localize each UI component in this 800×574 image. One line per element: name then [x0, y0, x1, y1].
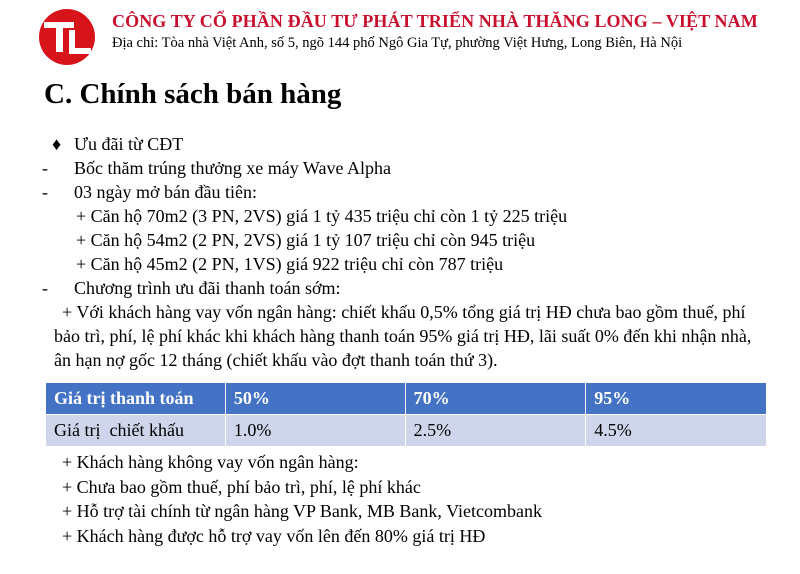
loan-paragraph: + Với khách hàng vay vốn ngân hàng: chiết khấu 0,5% tổng giá trị HĐ chưa bao gồm thuế, phí bảo trì, phí, lệ phí khác khi khách hàng thanh toán 95% giá trị HĐ, lãi suất 0% đến khi nhận nhà, ân hạn nợ gốc 12 tháng (chiết khấu vào đợt thanh toán thứ 3).: [54, 302, 752, 370]
no-loan-item: + Khách hàng không vay vốn ngân hàng:: [62, 452, 359, 472]
policy-item-early-payment: [40, 276, 770, 300]
no-loan-item: + Khách hàng được hỗ trợ vay vốn lên đến 80% giá trị HĐ: [62, 525, 486, 546]
policy-item-opening-days: [40, 180, 770, 204]
table-row: [46, 415, 767, 447]
section-title: C. Chính sách bán hàng: [44, 78, 342, 110]
table-header-cell: 50%: [225, 383, 405, 415]
apartment-offer: + Căn hộ 45m2 (2 PN, 1VS) giá 922 triệu chỉ còn 787 triệu: [76, 254, 504, 274]
company-address: Địa chỉ: Tòa nhà Việt Anh, số 5, ngõ 144 phố Ngô Gia Tự, phường Việt Hưng, Long Biên, Hà Nội: [112, 35, 683, 51]
table-header-row: [46, 383, 767, 415]
payment-discount-table: [45, 382, 767, 447]
table-header-cell: 70%: [405, 383, 586, 415]
apartment-offer: + Căn hộ 70m2 (3 PN, 2VS) giá 1 tỷ 435 triệu chỉ còn 1 tỷ 225 triệu: [76, 206, 568, 226]
table-header-cell: Giá trị thanh toán: [46, 383, 226, 415]
policy-heading-text: Ưu đãi từ CĐT: [74, 134, 184, 154]
no-loan-item: + Chưa bao gồm thuế, phí bảo trì, phí, lệ phí khác: [62, 476, 421, 497]
policy-item-text: Chương trình ưu đãi thanh toán sớm:: [74, 278, 341, 298]
table-cell: Giá trị chiết khấu: [46, 415, 226, 447]
table-cell: 4.5%: [586, 415, 767, 447]
dash-marker: -: [42, 182, 48, 202]
table-header-cell: 95%: [586, 383, 767, 415]
policy-content: [40, 132, 770, 372]
dash-marker: -: [42, 278, 48, 298]
table-cell: 1.0%: [225, 415, 405, 447]
policy-item-text: Bốc thăm trúng thưởng xe máy Wave Alpha: [74, 158, 391, 178]
no-loan-content: [62, 450, 542, 548]
policy-item-text: 03 ngày mở bán đầu tiên:: [74, 182, 257, 202]
policy-heading: [40, 132, 770, 156]
apartment-offer: + Căn hộ 54m2 (2 PN, 2VS) giá 1 tỷ 107 triệu chỉ còn 945 triệu: [76, 230, 536, 250]
no-loan-item: + Hỗ trợ tài chính từ ngân hàng VP Bank, MB Bank, Vietcombank: [62, 501, 542, 521]
policy-item-lucky-draw: [40, 156, 770, 180]
company-name: CÔNG TY CỔ PHẦN ĐẦU TƯ PHÁT TRIỂN NHÀ THĂNG LONG – VIỆT NAM: [112, 11, 758, 31]
dash-marker: -: [42, 158, 48, 178]
document-header: [0, 0, 800, 68]
tl-logo-icon: [38, 8, 100, 66]
table-cell: 2.5%: [405, 415, 586, 447]
diamond-bullet-icon: ♦: [52, 134, 62, 154]
